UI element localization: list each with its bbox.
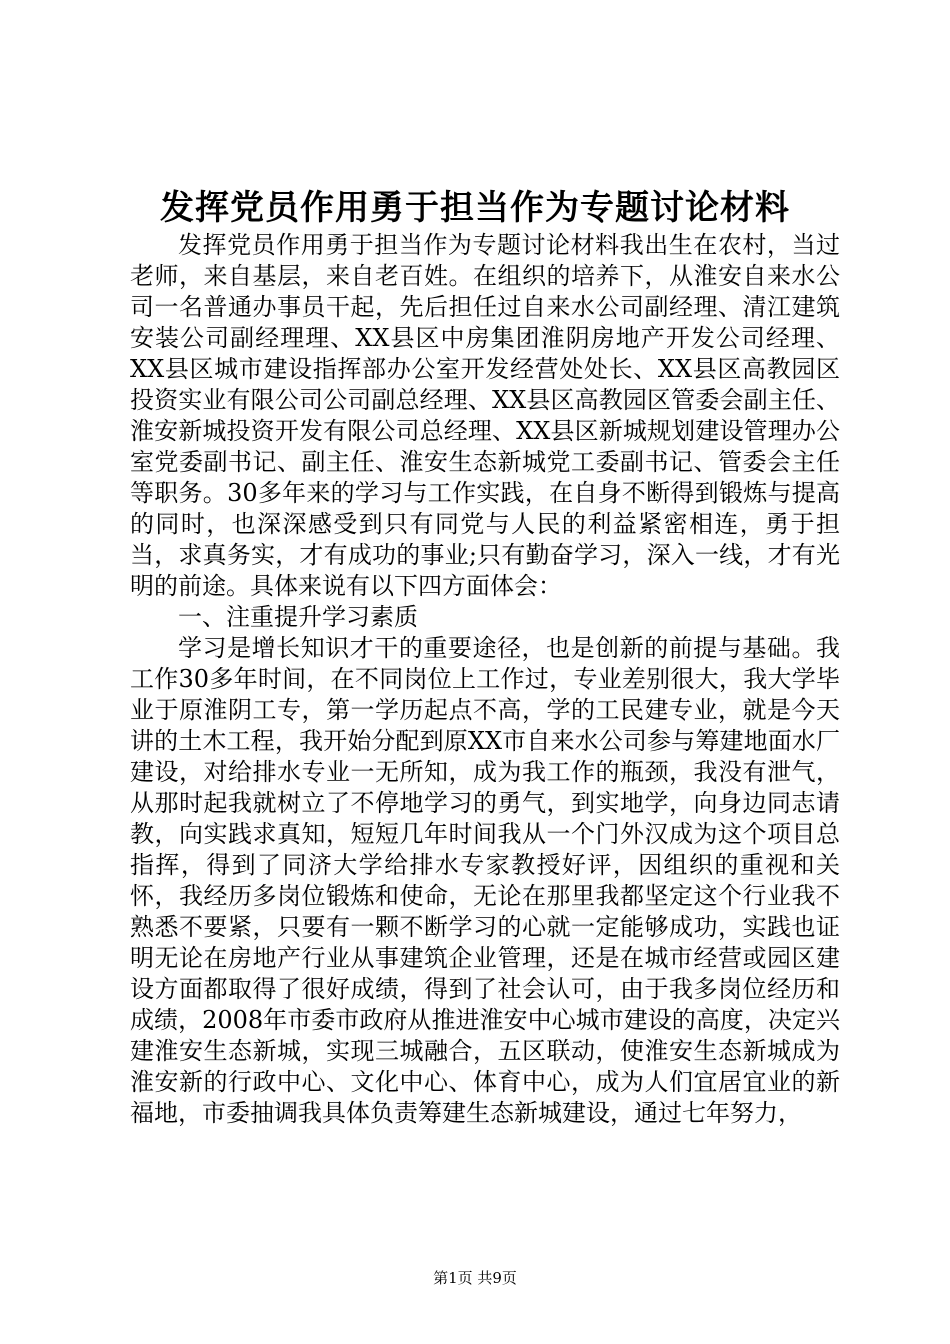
section-heading-1: 一、注重提升学习素质 — [178, 603, 418, 631]
page-number-footer: 第1页 共9页 — [433, 1269, 517, 1287]
intro-paragraph: 发挥党员作用勇于担当作为专题讨论材料我出生在农村，当过老师，来自基层，来自老百姓。在组织的培养下，从淮安自来水公司一名普通办事员干起，先后担任过自来水公司副经理、清江建筑安装公司副经理理、XX县区中房集团淮阴房地产开发公司经理、XX县区城市建设指挥部办公室开发经营处处长、XX县区高教园区投资实业有限公司公司副总经理、XX县区高教园区管委会副主任、淮安新城投资开发有限公司总经理、XX县区新城规划建设管理办公室党委副书记、副主任、淮安生态新城党工委副书记、管委会主任等职务。30多年来的学习与工作实践，在自身不断得到锻炼与提高的同时，也深深感受到只有同党与人民的利益紧密相连，勇于担当，求真务实，才有成功的事业;只有勤奋学习，深入一线，才有光明的前途。具体来说有以下四方面体会： — [130, 231, 840, 600]
document-body — [130, 230, 840, 1129]
document-title: 发挥党员作用勇于担当作为专题讨论材料 — [160, 188, 790, 228]
section-1-paragraph: 学习是增长知识才干的重要途径，也是创新的前提与基础。我工作30多年时间，在不同岗位上工作过，专业差别很大，我大学毕业于原淮阴工专，第一学历起点不高，学的工民建专业，就是今天讲的土木工程，我开始分配到原XX市自来水公司参与筹建地面水厂建设，对给排水专业一无所知，成为我工作的瓶颈，我没有泄气，从那时起我就树立了不停地学习的勇气，到实地学，向身边同志请教，向实践求真知，短短几年时间我从一个门外汉成为这个项目总指挥，得到了同济大学给排水专家教授好评，因组织的重视和关怀，我经历多岗位锻炼和使命，无论在那里我都坚定这个行业我不熟悉不要紧，只要有一颗不断学习的心就一定能够成功，实践也证明无论在房地产行业从事建筑企业管理，还是在城市经营或园区建设方面都取得了很好成绩，得到了社会认可，由于我多岗位经历和成绩，2008年市委市政府从推进淮安中心城市建设的高度，决定兴建淮安生态新城，实现三城融合，五区联动，使淮安生态新城成为淮安新的行政中心、文化中心、体育中心，成为人们宜居宜业的新福地，市委抽调我具体负责筹建生态新城建设，通过七年努力， — [130, 634, 840, 1127]
